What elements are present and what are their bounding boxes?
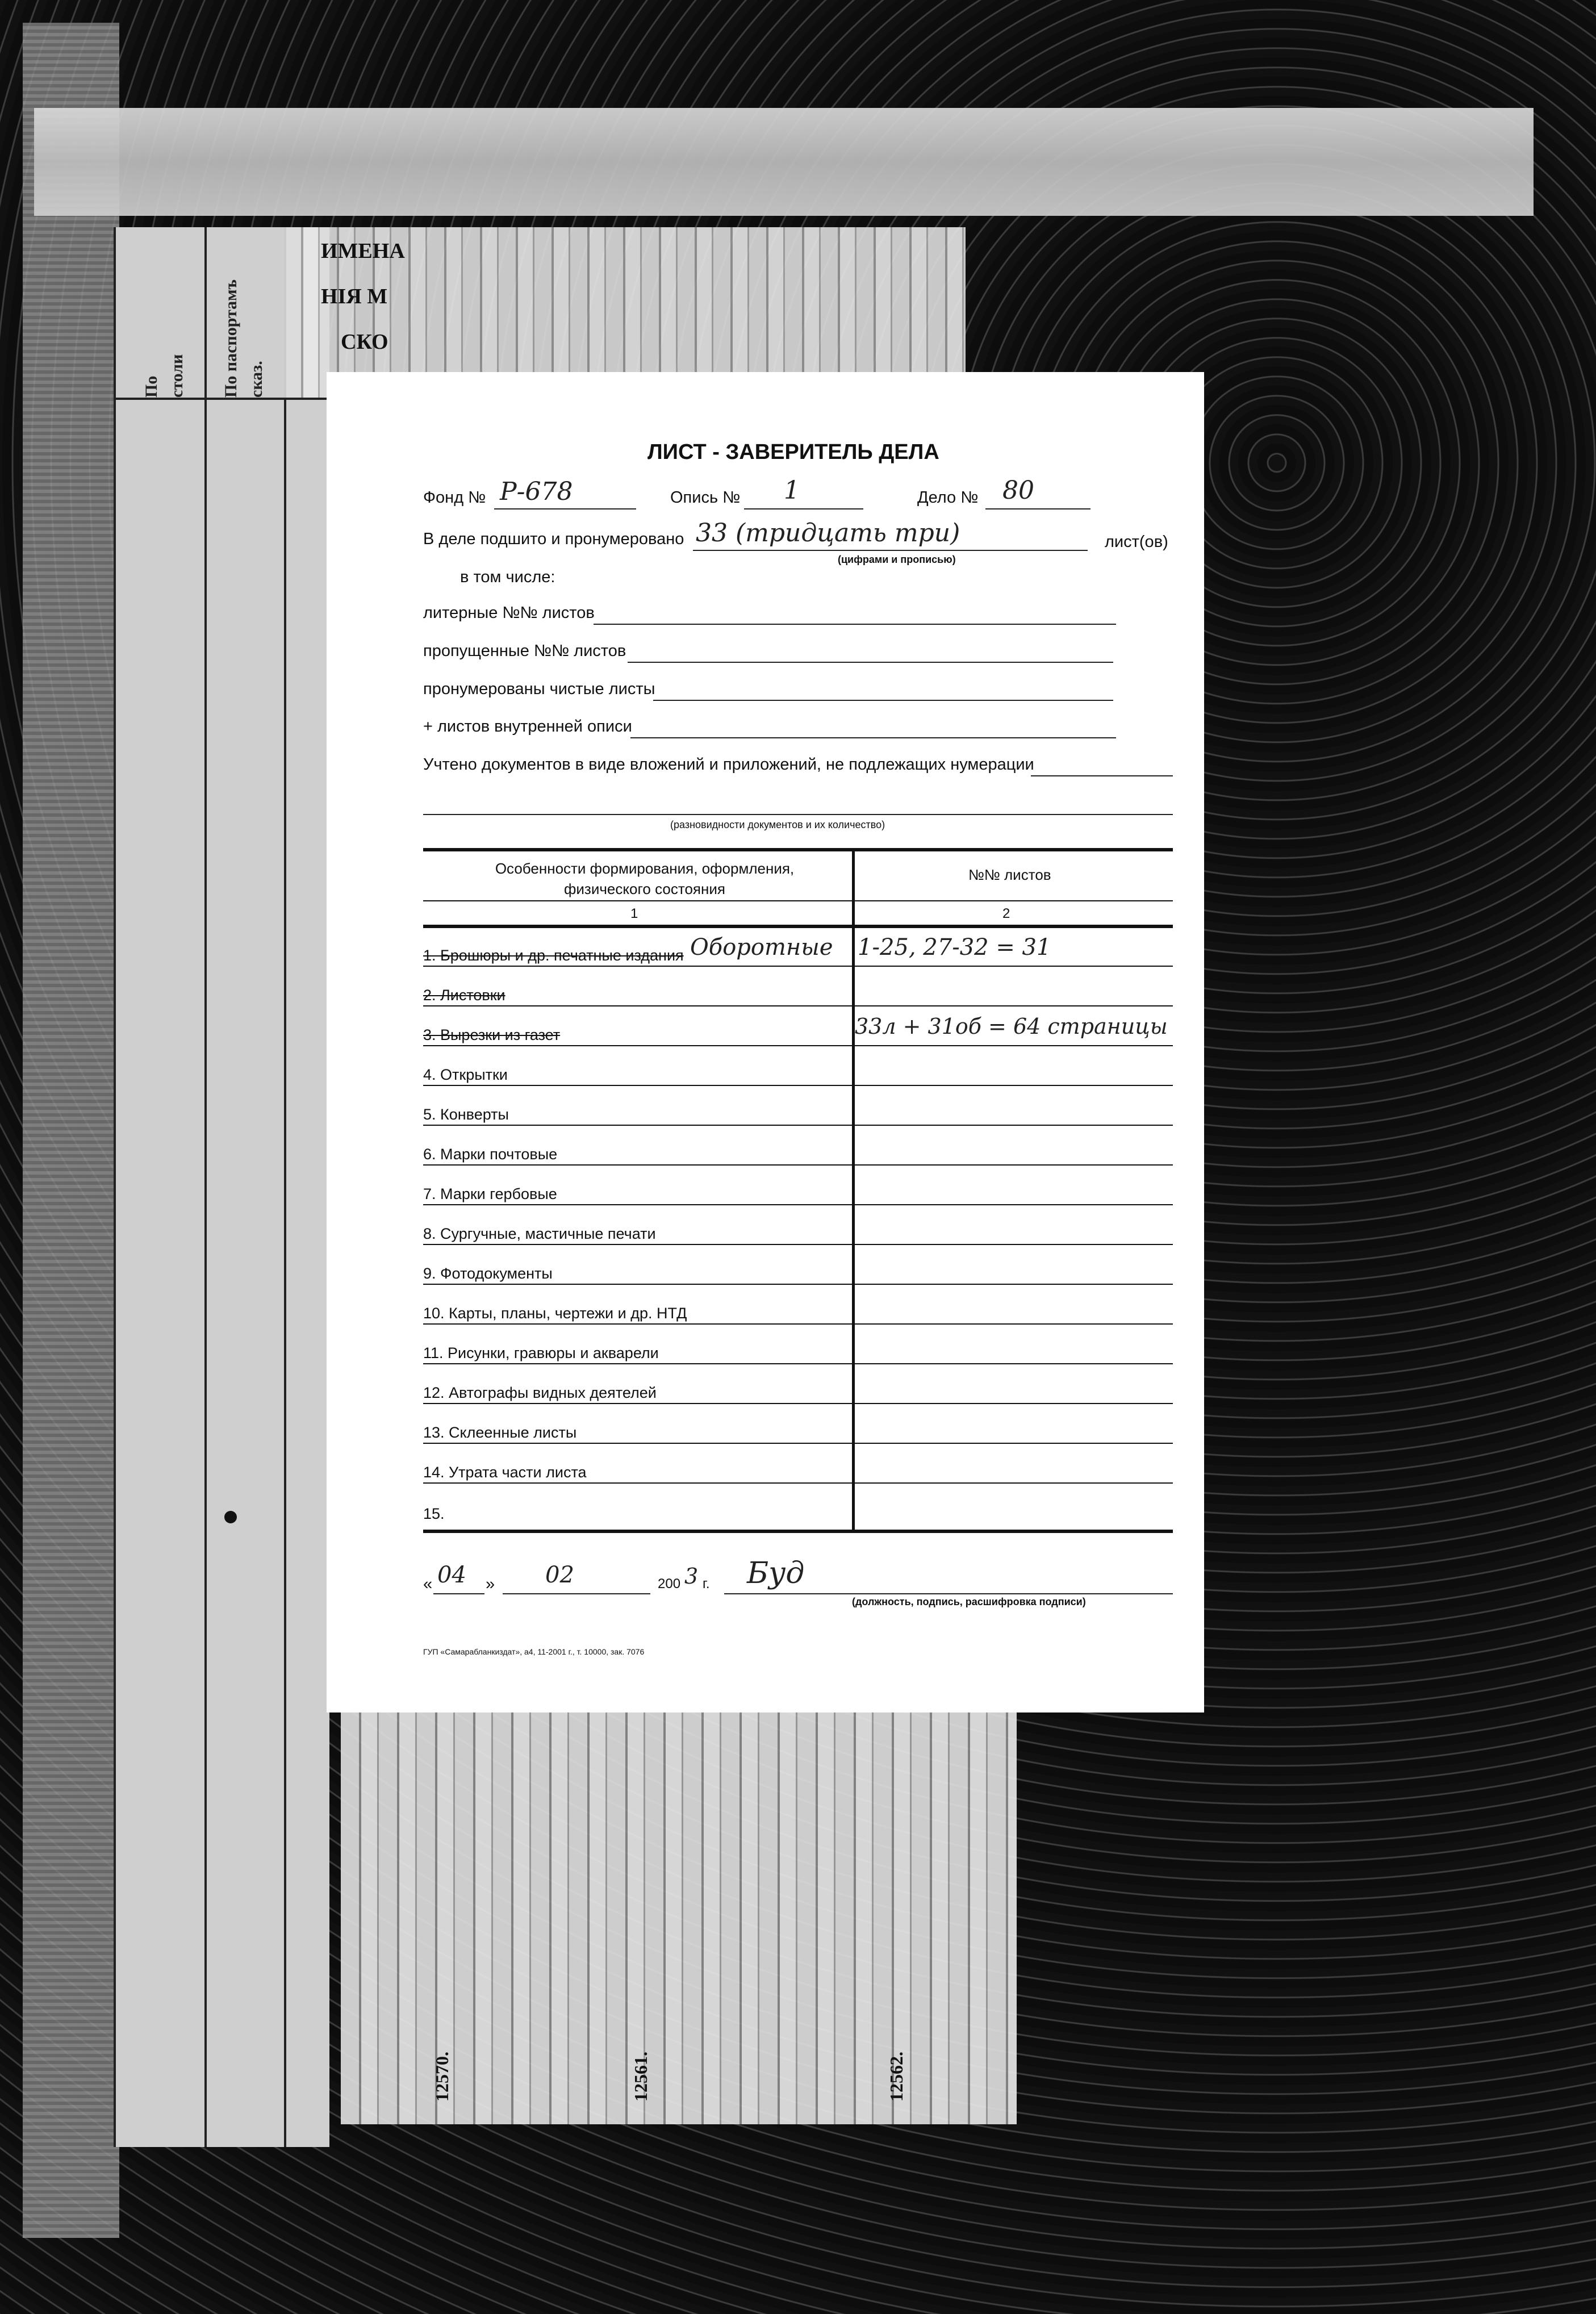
table-row-rule bbox=[423, 1284, 1173, 1285]
ledger-column-rule bbox=[284, 227, 286, 2147]
literal-underline bbox=[594, 624, 1116, 625]
delo-value: 80 bbox=[1002, 476, 1034, 505]
raznovidnosti-hint: (разновидности документов и их количество) bbox=[670, 819, 885, 830]
table-top-rule bbox=[423, 848, 1173, 851]
table-row-rule bbox=[423, 1164, 1173, 1166]
date-year-suffix: г. bbox=[703, 1576, 710, 1592]
table-column-divider bbox=[852, 849, 855, 1531]
uchteno-label: Учтено документов в виде вложений и приложений, не подлежащих нумерации bbox=[423, 755, 1034, 774]
fond-underline bbox=[494, 508, 636, 509]
delo-label: Дело № bbox=[917, 488, 979, 507]
ledger-header-2: столи bbox=[168, 354, 186, 398]
opis-value: 1 bbox=[784, 476, 800, 505]
chistye-underline bbox=[653, 700, 1113, 701]
table-row-6-label: 6. Марки почтовые bbox=[423, 1146, 558, 1163]
table-row-rule bbox=[423, 1125, 1173, 1126]
table-row-rule bbox=[423, 1045, 1173, 1046]
table-row-3-label: 3. Вырезки из газет bbox=[423, 1026, 561, 1043]
table-col2-number: 2 bbox=[1002, 906, 1010, 921]
uchteno-underline-2 bbox=[423, 814, 1173, 815]
propushchennye-underline bbox=[628, 662, 1113, 663]
table-row-rule bbox=[423, 1323, 1173, 1325]
table-row-9-label: 9. Фотодокументы bbox=[423, 1265, 553, 1282]
podshito-value: 33 (тридцать три) bbox=[696, 519, 960, 548]
date-quote-open: « bbox=[423, 1575, 433, 1593]
table-header-col1: Особенности формирования, оформления, физического состояния bbox=[495, 860, 795, 897]
vnutrennyaya-label: + листов внутренней описи bbox=[423, 717, 632, 736]
podshito-label: В деле подшито и пронумеровано bbox=[423, 530, 684, 548]
certification-sheet bbox=[327, 372, 1204, 1712]
table-header-rule bbox=[423, 900, 1173, 901]
ledger-header-3: По паспортамъ bbox=[222, 279, 240, 398]
uchteno-underline bbox=[1031, 775, 1173, 776]
table-col1-number: 1 bbox=[630, 906, 638, 921]
binding-tape-top bbox=[34, 108, 1534, 216]
table-row-3-value: 33л + 31об = 64 страницы bbox=[855, 1014, 1168, 1039]
sheet-title: ЛИСТ - ЗАВЕРИТЕЛЬ ДЕЛА bbox=[647, 440, 939, 464]
newspaper-entry-number: 12570. bbox=[432, 2052, 452, 2102]
table-row-4-label: 4. Открытки bbox=[423, 1066, 508, 1083]
table-row-7-label: 7. Марки гербовые bbox=[423, 1185, 557, 1202]
newspaper-heading-line-1: ИМЕНА bbox=[321, 239, 405, 263]
table-row-rule bbox=[423, 1443, 1173, 1444]
vnutrennyaya-underline bbox=[630, 737, 1116, 738]
table-row-5-label: 5. Конверты bbox=[423, 1106, 509, 1123]
table-row-1-label: 1. Брошюры и др. печатные издания bbox=[423, 947, 684, 964]
table-row-rule bbox=[423, 1403, 1173, 1404]
table-row-11-label: 11. Рисунки, гравюры и акварели bbox=[423, 1344, 659, 1361]
date-year-digit: 3 bbox=[684, 1564, 699, 1589]
table-row-15-label: 15. bbox=[423, 1505, 445, 1522]
newspaper-heading-line-3: СКО bbox=[341, 330, 388, 354]
opis-underline bbox=[744, 508, 863, 509]
podshito-underline bbox=[693, 550, 1088, 551]
newspaper-heading-line-2: НІЯ М bbox=[321, 285, 388, 308]
table-row-rule bbox=[423, 1482, 1173, 1484]
podshito-hint: (цифрами и прописью) bbox=[838, 554, 956, 565]
table-row-8-label: 8. Сургучные, мастичные печати bbox=[423, 1225, 656, 1242]
literal-label: литерные №№ листов bbox=[423, 604, 595, 622]
signature: Буд bbox=[747, 1556, 805, 1590]
podshito-suffix: лист(ов) bbox=[1105, 533, 1168, 551]
signature-underline bbox=[724, 1593, 1173, 1594]
propushchennye-label: пропущенные №№ листов bbox=[423, 642, 626, 660]
table-row-1-note: Оборотные bbox=[690, 934, 833, 960]
table-row-rule bbox=[423, 1204, 1173, 1205]
date-day-underline bbox=[433, 1593, 484, 1594]
v-tom-chisle: в том числе: bbox=[460, 568, 555, 586]
table-row-rule bbox=[423, 1085, 1173, 1086]
date-month-underline bbox=[503, 1593, 650, 1594]
table-row-10-label: 10. Карты, планы, чертежи и др. НТД bbox=[423, 1305, 687, 1322]
table-subheader-rule bbox=[423, 925, 1173, 928]
printer-footer: ГУП «Самарабланкиздат», а4, 11-2001 г., т. 10000, зак. 7076 bbox=[423, 1647, 645, 1656]
date-month: 02 bbox=[545, 1562, 574, 1588]
opis-label: Опись № bbox=[670, 488, 741, 507]
table-header-col2: №№ листов bbox=[968, 866, 1051, 883]
fond-label: Фонд № bbox=[423, 488, 486, 507]
table-row-14-label: 14. Утрата части листа bbox=[423, 1464, 587, 1481]
table-row-12-label: 12. Автографы видных деятелей bbox=[423, 1384, 657, 1401]
signature-hint: (должность, подпись, расшифровка подписи) bbox=[852, 1596, 1086, 1607]
table-row-rule bbox=[423, 1005, 1173, 1006]
binding-tape-left bbox=[23, 23, 119, 2238]
chistye-label: пронумерованы чистые листы bbox=[423, 680, 655, 698]
date-day: 04 bbox=[437, 1562, 466, 1588]
table-bottom-rule bbox=[423, 1530, 1173, 1533]
fond-value: Р-678 bbox=[500, 477, 573, 506]
ledger-column-rule bbox=[204, 227, 207, 2147]
ledger-column-rule bbox=[114, 227, 116, 2147]
ledger-page-fragment bbox=[114, 227, 329, 2147]
punch-hole bbox=[224, 1511, 237, 1523]
ledger-header-1: По bbox=[142, 375, 161, 398]
newspaper-entry-number: 12561. bbox=[630, 2052, 651, 2102]
table-row-rule bbox=[423, 1244, 1173, 1245]
date-year-prefix: 200 bbox=[658, 1576, 681, 1592]
date-quote-close: » bbox=[486, 1575, 495, 1593]
newspaper-entry-number: 12562. bbox=[886, 2052, 906, 2102]
table-row-13-label: 13. Склеенные листы bbox=[423, 1424, 577, 1441]
delo-underline bbox=[985, 508, 1091, 509]
ledger-header-4: сказ. bbox=[247, 361, 266, 398]
table-row-1-value: 1-25, 27-32 = 31 bbox=[858, 934, 1051, 960]
table-row-2-label: 2. Листовки bbox=[423, 987, 505, 1004]
table-row-rule bbox=[423, 1363, 1173, 1364]
table-row-rule bbox=[423, 966, 1173, 967]
